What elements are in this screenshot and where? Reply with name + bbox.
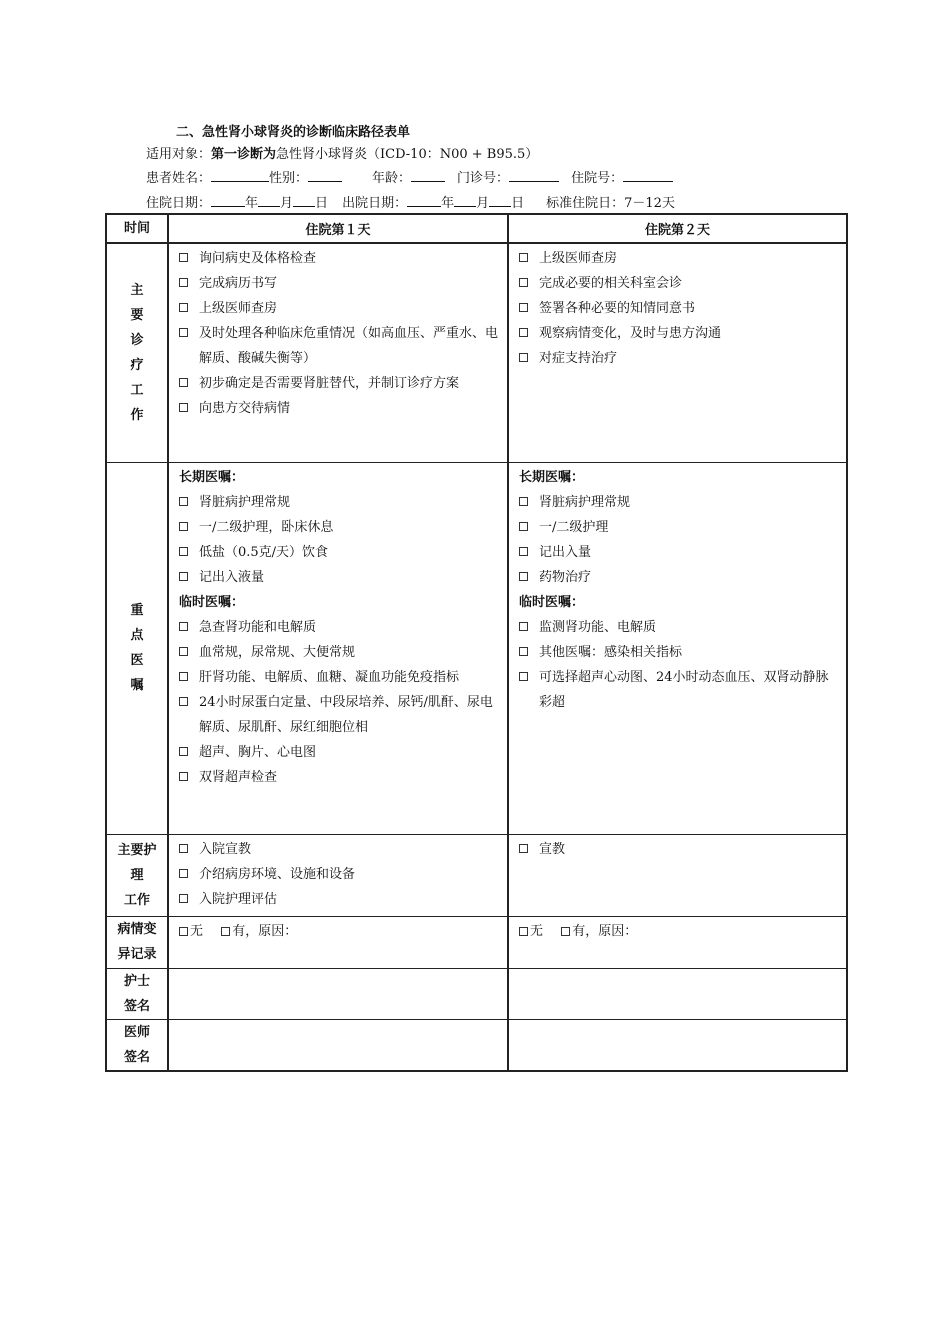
list-item[interactable]: 入院宣教 — [179, 837, 501, 862]
variation-has-label: 有，原因： — [572, 923, 638, 939]
list-item[interactable]: 完成病历书写 — [179, 271, 501, 296]
orders-row — [106, 462, 847, 834]
checkbox-icon[interactable] — [179, 278, 188, 287]
checkbox-icon[interactable] — [561, 927, 570, 936]
list-item[interactable]: 向患方交待病情 — [179, 396, 501, 421]
applicable-diagnosis: 急性肾小球肾炎（ICD-10：N00 + B95.5） — [276, 147, 539, 162]
main-work-row — [106, 243, 847, 462]
list-item[interactable]: 肾脏病护理常规 — [179, 490, 501, 515]
checkbox-icon[interactable] — [519, 672, 528, 681]
checkbox-icon[interactable] — [179, 572, 188, 581]
checkbox-icon[interactable] — [519, 522, 528, 531]
checkbox-icon[interactable] — [519, 547, 528, 556]
applicable-prefix: 适用对象： — [146, 147, 212, 162]
discharge-year-unit: 年 — [441, 196, 455, 211]
standard-stay-label: 标准住院日： — [546, 196, 625, 211]
temporary-orders-title: 临时医嘱： — [179, 594, 245, 610]
list-item[interactable]: 24小时尿蛋白定量、中段尿培养、尿钙/肌酐、尿电解质、尿肌酐、尿红细胞位相 — [179, 690, 501, 740]
admit-year-unit: 年 — [245, 196, 259, 211]
checkbox-icon[interactable] — [179, 497, 188, 506]
temporary-orders-title: 临时医嘱： — [519, 594, 585, 610]
list-item[interactable]: 其他医嘱：感染相关指标 — [519, 640, 840, 665]
checkbox-icon[interactable] — [519, 927, 528, 936]
checkbox-icon[interactable] — [179, 378, 188, 387]
table-header-row — [106, 214, 847, 243]
gender-label: 性别： — [269, 171, 309, 186]
applicable-bold: 第一诊断为 — [211, 147, 277, 162]
list-item[interactable]: 超声、胸片、心电图 — [179, 740, 501, 765]
form-title: 二、急性肾小球肾炎的诊断临床路径表单 — [176, 125, 411, 140]
checkbox-icon[interactable] — [179, 403, 188, 412]
checkbox-icon[interactable] — [179, 894, 188, 903]
age-field[interactable] — [411, 169, 445, 182]
nursing-row — [106, 834, 847, 916]
variation-has-label: 有，原因： — [232, 923, 298, 939]
checkbox-icon[interactable] — [519, 328, 528, 337]
nurse-sign-day2[interactable] — [508, 968, 847, 1019]
checkbox-icon[interactable] — [221, 927, 230, 936]
list-item[interactable]: 上级医师查房 — [179, 296, 501, 321]
list-item[interactable]: 肝肾功能、电解质、血糖、凝血功能免疫指标 — [179, 665, 501, 690]
checkbox-icon[interactable] — [519, 844, 528, 853]
list-item[interactable]: 询问病史及体格检查 — [179, 246, 501, 271]
discharge-month-unit: 月 — [476, 196, 490, 211]
gender-field[interactable] — [308, 169, 342, 182]
list-item[interactable]: 完成必要的相关科室会诊 — [519, 271, 840, 296]
checkbox-icon[interactable] — [179, 622, 188, 631]
clinic-number-field[interactable] — [509, 169, 559, 182]
list-item[interactable]: 宣教 — [519, 837, 840, 862]
checkbox-icon[interactable] — [179, 869, 188, 878]
header-day2: 住院第２天 — [508, 214, 847, 243]
checkbox-icon[interactable] — [179, 647, 188, 656]
list-item[interactable]: 血常规，尿常规、大便常规 — [179, 640, 501, 665]
clinic-number-label: 门诊号： — [457, 171, 510, 186]
list-item[interactable]: 签署各种必要的知情同意书 — [519, 296, 840, 321]
variation-none-label: 无 — [530, 923, 544, 939]
admit-day-field[interactable] — [293, 194, 315, 207]
list-item[interactable]: 急查肾功能和电解质 — [179, 615, 501, 640]
admit-day-unit: 日 — [315, 196, 329, 211]
variation-label: 病情变 异记录 — [106, 916, 168, 968]
header-day1: 住院第１天 — [168, 214, 508, 243]
list-item[interactable]: 记出入液量 — [179, 565, 501, 590]
variation-day1 — [168, 916, 508, 968]
checkbox-icon[interactable] — [179, 253, 188, 262]
variation-row — [106, 916, 847, 968]
orders-day1 — [168, 462, 508, 834]
list-item[interactable]: 监测肾功能、电解质 — [519, 615, 840, 640]
nurse-sign-row — [106, 968, 847, 1019]
age-label: 年龄： — [372, 171, 412, 186]
orders-label: 重 点 医 嘱 — [106, 462, 168, 834]
variation-day2 — [508, 916, 847, 968]
checkbox-icon[interactable] — [519, 647, 528, 656]
list-item[interactable]: 及时处理各种临床危重情况（如高血压、严重水、电解质、酸碱失衡等） — [179, 321, 501, 371]
patient-name-field[interactable] — [211, 169, 269, 182]
list-item[interactable]: 入院护理评估 — [179, 887, 501, 912]
nurse-sign-day1[interactable] — [168, 968, 508, 1019]
admit-month-unit: 月 — [280, 196, 294, 211]
doctor-sign-label: 医师 签名 — [106, 1019, 168, 1071]
admit-date-label: 住院日期： — [146, 196, 212, 211]
nurse-sign-label: 护士 签名 — [106, 968, 168, 1019]
checkbox-icon[interactable] — [179, 522, 188, 531]
checkbox-icon[interactable] — [179, 697, 188, 706]
list-item[interactable]: 双肾超声检查 — [179, 765, 501, 790]
patient-name-label: 患者姓名： — [146, 171, 212, 186]
list-item[interactable]: 低盐（0.5克/天）饮食 — [179, 540, 501, 565]
doctor-sign-row — [106, 1019, 847, 1071]
list-item[interactable]: 一/二级护理，卧床休息 — [179, 515, 501, 540]
main-work-label: 主 要 诊 疗 工 作 — [106, 243, 168, 462]
admit-year-field[interactable] — [211, 194, 245, 207]
list-item[interactable]: 记出入量 — [519, 540, 840, 565]
inpatient-number-field[interactable] — [623, 169, 673, 182]
clinical-pathway-table — [105, 213, 848, 1072]
inpatient-number-label: 住院号： — [571, 171, 624, 186]
main-work-day1 — [168, 243, 508, 462]
checkbox-icon[interactable] — [179, 772, 188, 781]
list-item[interactable]: 肾脏病护理常规 — [519, 490, 840, 515]
checkbox-icon[interactable] — [519, 253, 528, 262]
list-item[interactable]: 观察病情变化，及时与患方沟通 — [519, 321, 840, 346]
applicable-line — [146, 143, 538, 162]
discharge-day-field[interactable] — [489, 194, 511, 207]
checkbox-icon[interactable] — [519, 303, 528, 312]
checkbox-icon[interactable] — [179, 547, 188, 556]
checkbox-icon[interactable] — [519, 572, 528, 581]
checkbox-icon[interactable] — [519, 353, 528, 362]
long-term-orders-title: 长期医嘱： — [179, 469, 245, 485]
checkbox-icon[interactable] — [179, 303, 188, 312]
list-item[interactable]: 初步确定是否需要肾脏替代，并制订诊疗方案 — [179, 371, 501, 396]
date-info-line — [146, 192, 675, 211]
checkbox-icon[interactable] — [179, 747, 188, 756]
patient-info-line — [146, 167, 673, 186]
checkbox-icon[interactable] — [519, 622, 528, 631]
admit-month-field[interactable] — [258, 194, 280, 207]
checkbox-icon[interactable] — [179, 844, 188, 853]
list-item[interactable]: 介绍病房环境、设施和设备 — [179, 862, 501, 887]
list-item[interactable]: 一/二级护理 — [519, 515, 840, 540]
checkbox-icon[interactable] — [519, 497, 528, 506]
discharge-year-field[interactable] — [407, 194, 441, 207]
list-item[interactable]: 对症支持治疗 — [519, 346, 840, 371]
list-item[interactable]: 药物治疗 — [519, 565, 840, 590]
nursing-day1 — [168, 834, 508, 916]
discharge-date-label: 出院日期： — [342, 196, 408, 211]
checkbox-icon[interactable] — [519, 278, 528, 287]
checkbox-icon[interactable] — [179, 672, 188, 681]
nursing-day2 — [508, 834, 847, 916]
doctor-sign-day2[interactable] — [508, 1019, 847, 1071]
checkbox-icon[interactable] — [179, 328, 188, 337]
header-time: 时间 — [106, 214, 168, 243]
discharge-day-unit: 日 — [511, 196, 525, 211]
checkbox-icon[interactable] — [179, 927, 188, 936]
doctor-sign-day1[interactable] — [168, 1019, 508, 1071]
list-item[interactable]: 上级医师查房 — [519, 246, 840, 271]
discharge-month-field[interactable] — [454, 194, 476, 207]
variation-none-label: 无 — [190, 923, 204, 939]
nursing-label: 主要护 理 工作 — [106, 834, 168, 916]
orders-day2 — [508, 462, 847, 834]
standard-stay-value: 7－12天 — [624, 196, 675, 211]
long-term-orders-title: 长期医嘱： — [519, 469, 585, 485]
list-item[interactable]: 可选择超声心动图、24小时动态血压、双肾动静脉彩超 — [519, 665, 840, 715]
main-work-day2 — [508, 243, 847, 462]
